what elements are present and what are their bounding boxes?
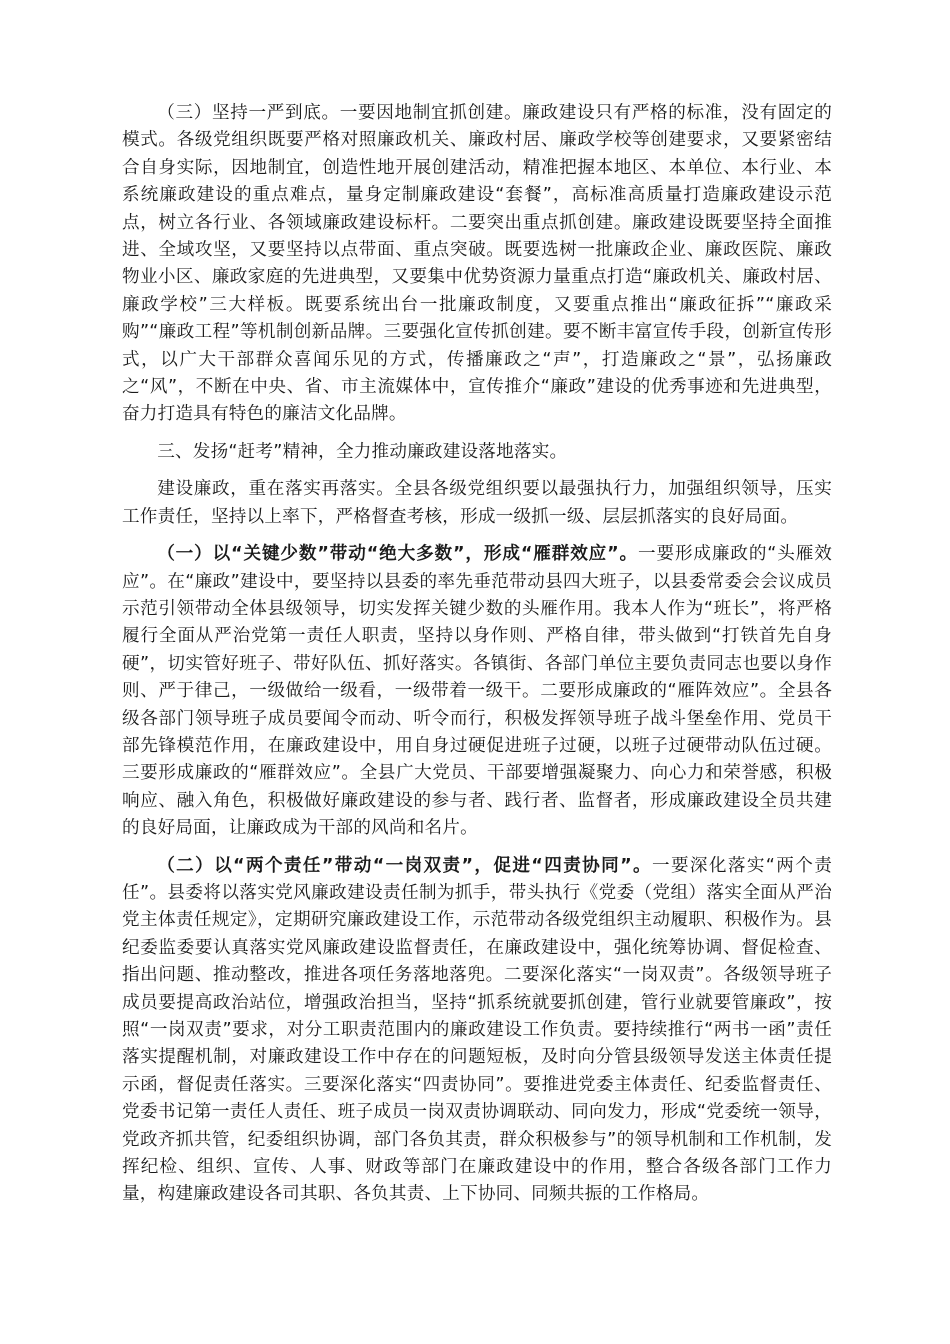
section-heading-3	[122, 439, 832, 466]
paragraph-subsection-1	[122, 541, 832, 842]
paragraph-text: 一要形成廉政的“头雁效应”。在“廉政”建设中，要坚持以县委的率先垂范带动县四大班子，以县委常委会会议成员示范引领带动全体县级领导，切实发挥关键少数的头雁作用。我本人作为“班长”，将严格履行全面从严治党第一责任人职责，坚持以身作则、严格自律，带头做到“打铁首先自身硬”，切实管好班子、带好队伍、抓好落实。各镇街、各部门单位主要负责同志也要以身作则、严于律己，一级做给一级看，一级带着一级干。二要形成廉政的“雁阵效应”。全县各级各部门领导班子成员要闻令而动、听令而行，积极发挥领导班子战斗堡垒作用、党员干部先锋模范作用，在廉政建设中，用自身过硬促进班子过硬，以班子过硬带动队伍过硬。三要形成廉政的“雁群效应”。全县广大党员、干部要增强凝聚力、向心力和荣誉感，积极响应、融入角色，积极做好廉政建设的参与者、践行者、监督者，形成廉政建设全员共建的良好局面，让廉政成为干部的风尚和名片。	[122, 544, 832, 839]
paragraph-text: 一要深化落实“两个责任”。县委将以落实党风廉政建设责任制为抓手，带头执行《党委（党组）落实全面从严治党主体责任规定》，定期研究廉政建设工作，示范带动各级党组织主动履职、积极作为。县纪委监委要认真落实党风廉政建设监督责任，在廉政建设中，强化统筹协调、督促检查、指出问题、推动整改，推进各项任务落地落兜。二要深化落实“一岗双责”。各级领导班子成员要提高政治站位，增强政治担当，坚持“抓系统就要抓创建，管行业就要管廉政”，按照“一岗双责”要求，对分工职责范围内的廉政建设工作负责。要持续推行“两书一函”责任落实提醒机制，对廉政建设工作中存在的问题短板，及时向分管县级领导发送主体责任提示函，督促责任落实。三要深化落实“四责协同”。要推进党委主体责任、纪委监督责任、党委书记第一责任人责任、班子成员一岗双责协调联动、同向发力，形成“党委统一领导，党政齐抓共管，纪委组织协调，部门各负其责，群众积极参与”的领导机制和工作机制，发挥纪检、组织、宣传、人事、财政等部门在廉政建设中的作用，整合各级各部门工作力量，构建廉政建设各司其职、各负其责、上下协同、同频共振的工作格局。	[122, 855, 832, 1205]
heading-text: 三、发扬“赶考”精神，全力推动廉政建设落地落实。	[157, 441, 568, 462]
paragraph-implementation-intro	[122, 476, 832, 531]
subsection-title: （一）以“关键少数”带动“绝大多数”，形成“雁群效应”。	[157, 544, 639, 565]
paragraph-text: 建设廉政，重在落实再落实。全县各级党组织要以最强执行力，加强组织领导，压实工作责任，坚持以上率下，严格督查考核，形成一级抓一级、层层抓落实的良好局面。	[122, 479, 832, 527]
paragraph-text: （三）坚持一严到底。一要因地制宜抓创建。廉政建设只有严格的标准，没有固定的模式。各级党组织既要严格对照廉政机关、廉政村居、廉政学校等创建要求，又要紧密结合自身实际，因地制宜，创造性地开展创建活动，精准把握本地区、本单位、本行业、本系统廉政建设的重点难点，量身定制廉政建设“套餐”，高标准高质量打造廉政建设示范点，树立各行业、各领域廉政建设标杆。二要突出重点抓创建。廉政建设既要坚持全面推进、全域攻坚，又要坚持以点带面、重点突破。既要选树一批廉政企业、廉政医院、廉政物业小区、廉政家庭的先进典型，又要集中优势资源力量重点打造“廉政机关、廉政村居、廉政学校”三大样板。既要系统出台一批廉政制度，又要重点推出“廉政征拆”“廉政采购”“廉政工程”等机制创新品牌。三要强化宣传抓创建。要不断丰富宣传手段，创新宣传形式，以广大干部群众喜闻乐见的方式，传播廉政之“声”，打造廉政之“景”，弘扬廉政之“风”，不断在中央、省、市主流媒体中，宣传推介“廉政”建设的优秀事迹和先进典型，奋力打造具有特色的廉洁文化品牌。	[122, 103, 832, 425]
subsection-title: （二）以“两个责任”带动“一岗双责”，促进“四责协同”。	[157, 855, 652, 876]
paragraph-section-3-strict	[122, 100, 832, 429]
paragraph-subsection-2	[122, 853, 832, 1209]
